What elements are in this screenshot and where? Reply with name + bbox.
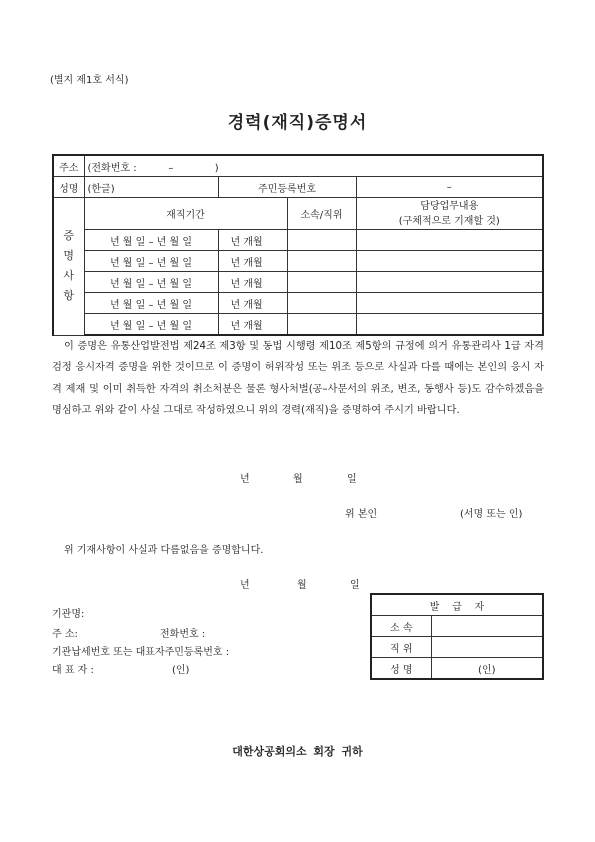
period-header: 재직기간 bbox=[84, 198, 287, 230]
institution-address-label: 주 소: bbox=[52, 629, 78, 640]
career-row bbox=[53, 272, 543, 293]
representative-label: 대 표 자 : bbox=[52, 665, 94, 676]
year-label: 년 bbox=[240, 474, 250, 485]
issuer-table bbox=[370, 593, 544, 680]
issuer-position-label: 직 위 bbox=[371, 637, 431, 658]
certification-text: 위 기재사항이 사실과 다름없음을 증명합니다. bbox=[64, 545, 264, 556]
months-cell: 년 개월 bbox=[218, 314, 287, 336]
issuer-dept-value bbox=[431, 616, 543, 637]
position-cell bbox=[287, 230, 356, 251]
day-label: 일 bbox=[350, 580, 360, 591]
proof-section-label: 증 명 사 항 bbox=[53, 198, 84, 336]
signature-mark: (서명 또는 인) bbox=[460, 509, 523, 520]
months-cell: 년 개월 bbox=[218, 293, 287, 314]
duty-header: 담당업무내용 (구체적으로 기재할 것) bbox=[356, 198, 543, 230]
issuer-dept-row bbox=[371, 616, 543, 637]
address-label: 주소 bbox=[53, 155, 84, 177]
duty-cell bbox=[356, 293, 543, 314]
position-cell bbox=[287, 251, 356, 272]
duty-cell bbox=[356, 272, 543, 293]
institution-name-label: 기관명: bbox=[52, 609, 85, 620]
career-table bbox=[52, 154, 544, 336]
name-row bbox=[53, 177, 543, 198]
resident-number-value: – bbox=[356, 177, 543, 198]
representative-seal: (인) bbox=[172, 665, 190, 676]
issuer-name-label: 성 명 bbox=[371, 658, 431, 680]
recipient-footer: 대한상공회의소 회장 귀하 bbox=[232, 745, 363, 758]
career-row bbox=[53, 230, 543, 251]
resident-number-label: 주민등록번호 bbox=[218, 177, 356, 198]
month-label: 월 bbox=[293, 474, 303, 485]
duty-cell bbox=[356, 314, 543, 336]
position-cell bbox=[287, 272, 356, 293]
name-label: 성명 bbox=[53, 177, 84, 198]
institution-phone-label: 전화번호 : bbox=[160, 629, 206, 640]
month-label: 월 bbox=[297, 580, 307, 591]
position-cell bbox=[287, 314, 356, 336]
signer-label: 위 본인 bbox=[345, 509, 378, 520]
tax-number-label: 기관납세번호 또는 대표자주민등록번호 : bbox=[52, 647, 230, 658]
months-cell: 년 개월 bbox=[218, 272, 287, 293]
issuer-name-seal: (인) bbox=[431, 658, 543, 680]
name-value: (한글) bbox=[84, 177, 218, 198]
address-value: (전화번호 : – ) bbox=[84, 155, 543, 177]
issuer-position-value bbox=[431, 637, 543, 658]
period-cell: 년 월 일 – 년 월 일 bbox=[84, 293, 218, 314]
document-title: 경력(재직)증명서 bbox=[227, 113, 368, 133]
period-cell: 년 월 일 – 년 월 일 bbox=[84, 251, 218, 272]
proof-header-row bbox=[53, 198, 543, 230]
day-label: 일 bbox=[347, 474, 357, 485]
issuer-dept-label: 소 속 bbox=[371, 616, 431, 637]
issuer-header: 발 급 자 bbox=[371, 594, 543, 616]
issuer-header-row bbox=[371, 594, 543, 616]
career-row bbox=[53, 251, 543, 272]
months-cell: 년 개월 bbox=[218, 251, 287, 272]
position-header: 소속/직위 bbox=[287, 198, 356, 230]
months-cell: 년 개월 bbox=[218, 230, 287, 251]
statement-paragraph: 이 증명은 유통산업발전법 제24조 제3항 및 동법 시행령 제10조 제5항의 규정에 의거 유통관리사 1급 자격검정 응시자격 증명을 위한 것이므로 이 증명이 허위작성 또는 위조 등으로 사실과 다를 때에는 본인의 응시 자격 제재 및 이미 취득한 자격의 취소처분은 물론 형사처벌(공–사문서의 위조, 변조, 동행사 등)도 감수하겠음을 명심하고 위와 같이 사실 그대로 작성하였으니 위의 경력(재직)을 증명하여 주시기 바랍니다. bbox=[52, 341, 544, 417]
period-cell: 년 월 일 – 년 월 일 bbox=[84, 272, 218, 293]
issuer-position-row bbox=[371, 637, 543, 658]
form-number: (별지 제1호 서식) bbox=[50, 75, 129, 86]
career-row bbox=[53, 293, 543, 314]
period-cell: 년 월 일 – 년 월 일 bbox=[84, 314, 218, 336]
duty-cell bbox=[356, 251, 543, 272]
duty-cell bbox=[356, 230, 543, 251]
career-row bbox=[53, 314, 543, 336]
year-label: 년 bbox=[240, 580, 250, 591]
position-cell bbox=[287, 293, 356, 314]
address-row bbox=[53, 155, 543, 177]
period-cell: 년 월 일 – 년 월 일 bbox=[84, 230, 218, 251]
issuer-name-row bbox=[371, 658, 543, 680]
